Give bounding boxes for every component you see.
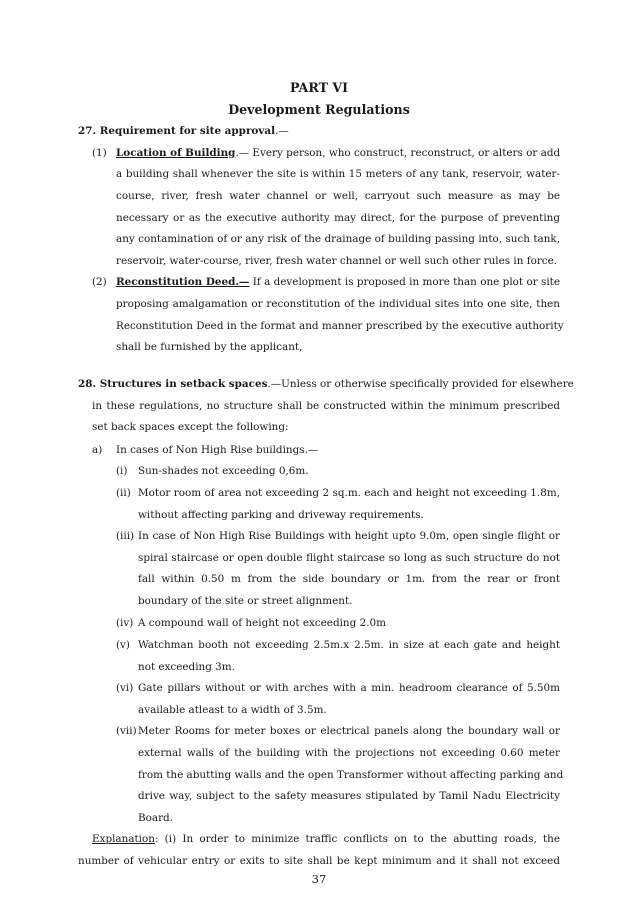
paragraph-line: boundary of the site or street alignment. [138,595,353,607]
paragraph-line: in these regulations, no structure shall be constructed within the minimum prescribed [92,400,560,412]
item-number: (vi) [116,682,134,694]
paragraph-line: In case of Non High Rise Buildings with height upto 9.0m, open single flight or [138,530,560,542]
explanation-line [92,832,560,846]
paragraph-line [116,275,560,289]
paragraph-line: Sun-shades not exceeding 0,6m. [138,465,309,477]
paragraph-line: Reconstitution Deed in the format and manner prescribed by the executive authority [116,320,564,332]
paragraph-line: external walls of the building with the projections not exceeding 0.60 meter [138,747,560,759]
line-text: If a development is proposed in more than one plot or site [249,276,560,288]
item-number: a) [92,444,103,456]
paragraph-line: course, river, fresh water channel or well, carryout such measure as may be [116,190,560,202]
item-number: (vii) [116,725,137,737]
section-27-heading [78,124,289,138]
page-number: 37 [311,872,327,886]
paragraph-line: fall within 0.50 m from the side boundary or 1m. from the rear or front [138,573,560,585]
paragraph-line: proposing amalgamation or reconstitution of the individual sites into one site, then [116,298,560,310]
part-title: PART VI [290,80,348,95]
line-text: .— Every person, who construct, reconstruct, or alters or add [235,147,561,159]
paragraph-line: Watchman booth not exceeding 2.5m.x 2.5m. in size at each gate and height [138,639,560,651]
explanation-label: Explanation [92,833,155,845]
item-number: (iv) [116,617,134,629]
section-title: Development Regulations [228,102,410,117]
paragraph-line: spiral staircase or open double flight staircase so long as such structure do not [138,552,560,564]
paragraph-line: Motor room of area not exceeding 2 sq.m. each and height not exceeding 1.8m, [138,487,560,499]
item-number: (iii) [116,530,135,542]
line-text: : (i) In order to minimize traffic conflicts on to the abutting roads, the [154,833,560,845]
paragraph-line: any contamination of or any risk of the drainage of building passing into, such tank, [116,233,560,245]
item-lead: Reconstitution Deed.— [116,276,250,288]
paragraph-line: necessary or as the executive authority may direct, for the purpose of preventing [116,212,560,224]
paragraph-line: available atleast to a width of 3.5m. [138,704,327,716]
item-number: (i) [116,465,128,477]
paragraph-line: Meter Rooms for meter boxes or electrical panels along the boundary wall or [138,725,560,737]
section-27-heading-text: 27. Requirement for site approval [78,125,276,137]
paragraph-line: A compound wall of height not exceeding 2.0m [138,617,386,629]
section-28-heading-text: 28. Structures in setback spaces [78,378,268,390]
paragraph-line: not exceeding 3m. [138,661,235,673]
section-28-heading [78,377,574,391]
item-number: (1) [92,147,107,159]
paragraph-line: Board. [138,812,174,824]
paragraph-line: a building shall whenever the site is within 15 meters of any tank, reservoir, water- [116,168,560,180]
paragraph-line: Gate pillars without or with arches with a min. headroom clearance of 5.50m [138,682,560,694]
item-number: (2) [92,276,107,288]
paragraph-line: shall be furnished by the applicant, [116,341,303,353]
paragraph-line: reservoir, water-course, river, fresh water channel or well such other rules in force. [116,255,558,267]
paragraph-line: In cases of Non High Rise buildings.— [116,444,319,456]
item-number: (ii) [116,487,131,499]
line-text: .—Unless or otherwise specifically provided for elsewhere [267,378,574,390]
paragraph-line: set back spaces except the following: [92,421,289,433]
explanation-line: number of vehicular entry or exits to site shall be kept minimum and it shall not exceed [78,855,560,867]
paragraph-line: without affecting parking and driveway requirements. [138,509,424,521]
paragraph-line [116,146,560,160]
paragraph-line: drive way, subject to the safety measures stipulated by Tamil Nadu Electricity [138,790,560,802]
item-lead: Location of Building [116,147,236,159]
item-number: (v) [116,639,130,651]
section-27-heading-tail: .— [275,125,289,137]
paragraph-line: from the abutting walls and the open Transformer without affecting parking and [138,769,564,781]
